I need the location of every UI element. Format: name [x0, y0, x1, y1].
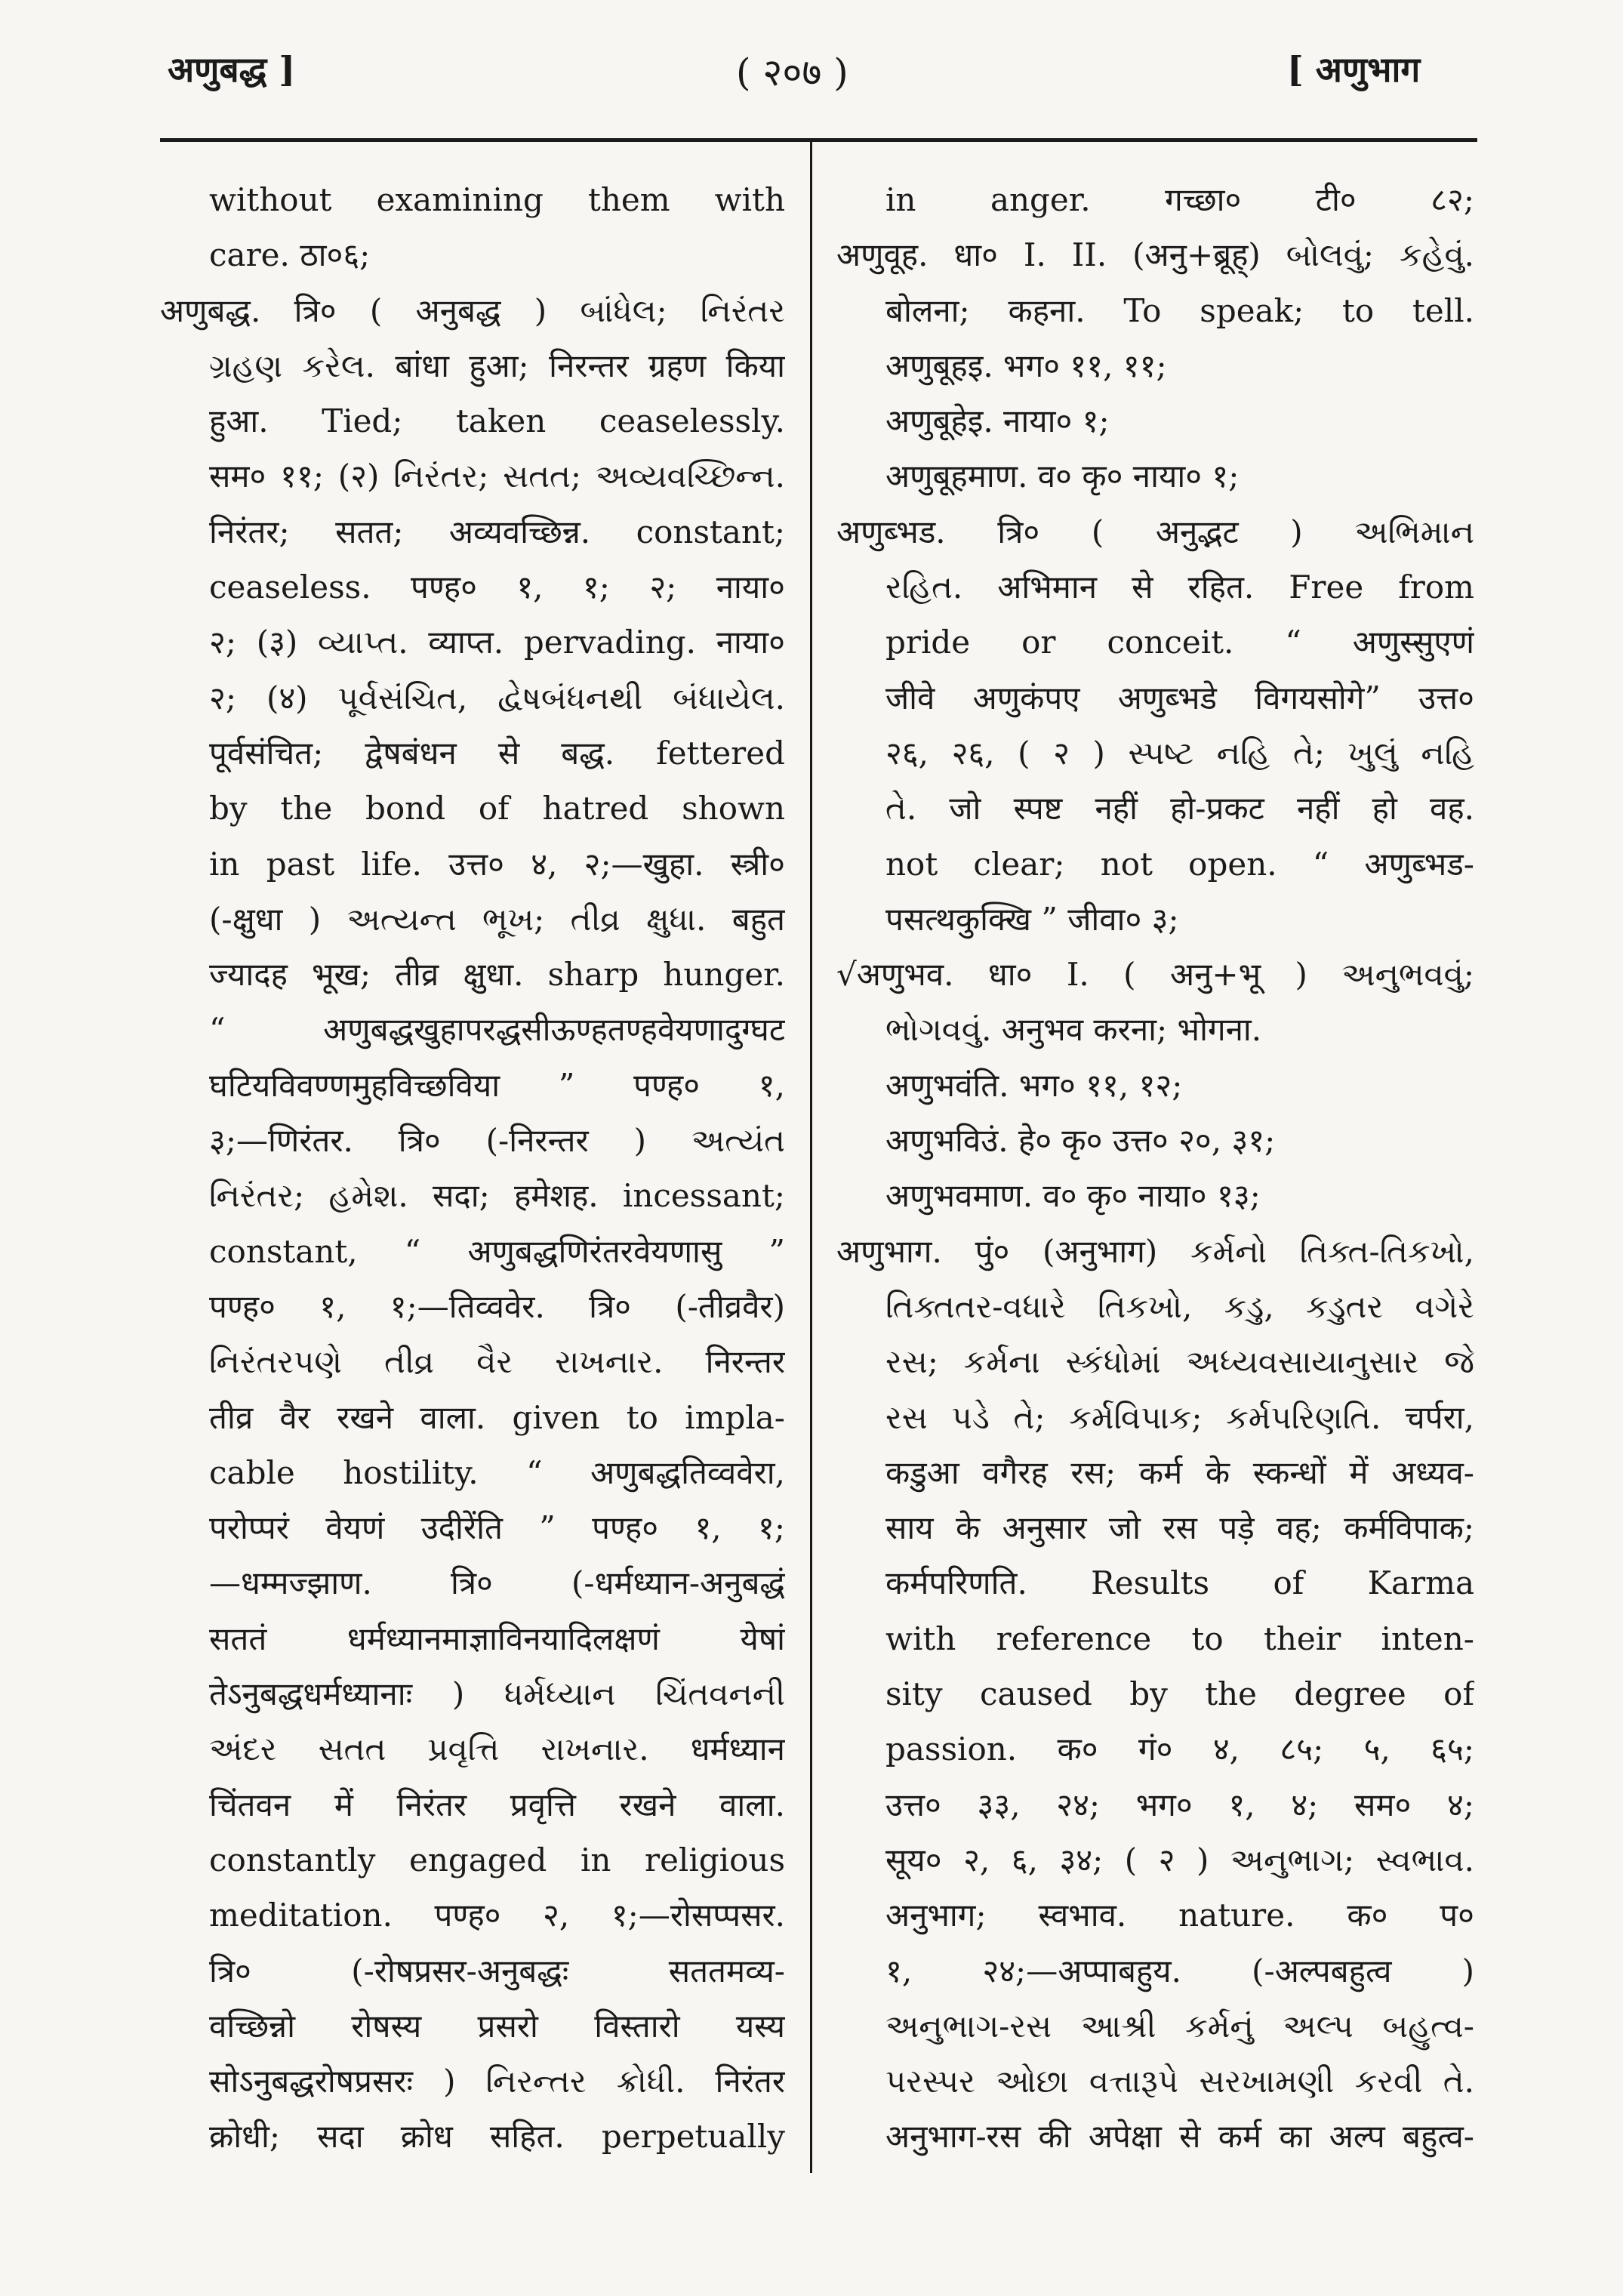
entry-text-line: passion. क० गं० ४, ८५; ५, ६५;: [885, 1730, 1474, 1768]
entry-text-line: in anger. गच्छा० टी० ८२;: [885, 181, 1474, 218]
entry-text-line: with reference to their inten-: [885, 1620, 1474, 1657]
entry-text-line: constant, “ अणुबद्धणिरंतरवेयणासु ”: [209, 1232, 785, 1270]
entry-headword-line: अणुबद्ध. त्रि० ( अनुबद्ध ) બાંધેલ; નિરંતર: [160, 291, 785, 329]
entry-text-line: १, २४;—अप्पाबहुय. (-अल्पबहुत्व ): [885, 1952, 1474, 1989]
entry-headword-line: अणुभाग. पुं० (अनुभाग) કર્મનો તિક્ત-તિકખો,: [836, 1232, 1474, 1270]
entry-text-line: cable hostility. “ अणुबद्धतिव्ववेरा,: [209, 1453, 785, 1491]
entry-text-line: અંદર સતત પ્રવૃત્તિ રાખનાર. धर्मध्यान: [209, 1730, 785, 1768]
entry-text-line: अनुभाग; स्वभाव. nature. क० प०: [885, 1897, 1474, 1934]
left-column: [160, 172, 785, 2165]
entry-text-line: २६, २६, ( २ ) સ્પષ્ટ નહિ તે; ખુલું નહિ: [885, 734, 1474, 772]
entry-text-line: તે. जो स्पष्ट नहीं हो-प्रकट नहीं हो वह.: [885, 790, 1474, 827]
entry-text-line: साय के अनुसार जो रस पड़े वह; कर्मविपाक;: [885, 1509, 1474, 1547]
entry-text-line: अणुभविउं. हे० कृ० उत्त० २०, ३१;: [885, 1122, 1276, 1160]
header-left-guide-word: अणुबद्ध ]: [168, 49, 296, 90]
column-divider: [810, 138, 812, 2173]
entry-text-line: अणुबूहइ. भग० ११, ११;: [885, 347, 1167, 384]
entry-text-line: constantly engaged in religious: [209, 1841, 785, 1878]
entry-text-line: રસ પડે તે; કર્મવિપાક; કર્મપરિણતિ. चर्परा,: [885, 1398, 1474, 1436]
entry-text-line: by the bond of hatred shown: [209, 790, 785, 827]
entry-headword-line: √अणुभव. धा० I. ( अनु+भू ) અનુભવવું;: [836, 956, 1474, 994]
header-rule: [160, 138, 1477, 142]
entry-text-line: सूय० २, ६, ३४; ( २ ) અનુભાગ; સ્વભાવ.: [885, 1841, 1474, 1878]
entry-text-line: अणुभवंति. भग० ११, १२;: [885, 1066, 1183, 1104]
entry-text-line: અનુભાગ-રસ આશ્રી કર્મનું અલ્પ બહુત્વ-: [885, 2007, 1474, 2045]
entry-text-line: पसत्थकुक्खि ” जीवा० ३;: [885, 900, 1179, 938]
entry-text-line: उत्त० ३३, २४; भग० १, ४; सम० ४;: [885, 1786, 1474, 1823]
entry-text-line: without examining them with: [209, 181, 785, 218]
header-right-guide-word: [ अणुभाग: [1287, 49, 1421, 90]
entry-text-line: २; (३) વ્યાપ્ત. व्याप्त. pervading. नाया०: [209, 624, 785, 661]
entry-text-line: तेऽनुबद्धधर्मध्यानाः ) ધર્મધ્યાન ચિંતવનની: [209, 1675, 785, 1713]
entry-text-line: निरंतर; सतत; अव्यवच्छिन्न. constant;: [209, 513, 785, 550]
entry-text-line: તિક્તતર-વધારે તિકખો, કડુ, કડુતર વગેરે: [885, 1287, 1474, 1325]
entry-text-line: પરસ્પર ઓછા વત્તારૂપે સરખામણી કરવી તે.: [885, 2063, 1474, 2100]
entry-text-line: अणुबूहेइ. नाया० १;: [885, 402, 1110, 440]
entry-text-line: अनुभाग-रस की अपेक्षा से कर्म का अल्प बहुत्व-: [885, 2118, 1474, 2156]
entry-text-line: बोलना; कहना. To speak; to tell.: [885, 291, 1474, 329]
entry-text-line: નિરંતર; હમેશ. सदा; हमेशह. incessant;: [209, 1177, 785, 1215]
entry-text-line: अणुभवमाण. व० कृ० नाया० १३;: [885, 1177, 1261, 1215]
entry-text-line: तीव्र वैर रखने वाला. given to impla-: [209, 1398, 785, 1436]
entry-text-line: २; (४) પૂર્વસંચિત, દ્વેષબંધનથી બંધાયેલ.: [209, 679, 785, 717]
entry-text-line: ceaseless. पण्ह० १, १; २; नाया०: [209, 569, 785, 606]
entry-text-line: पूर्वसंचित; द्वेषबंधन से बद्ध. fettered: [209, 734, 785, 772]
entry-text-line: sity caused by the degree of: [885, 1675, 1474, 1713]
entry-text-line: वच्छिन्नो रोषस्य प्रसरो विस्तारो यस्य: [209, 2007, 785, 2045]
entry-text-line: कर्मपरिणति. Results of Karma: [885, 1564, 1474, 1602]
entry-text-line: ગ્રહણ કરેલ. बांधा हुआ; निरन्तर ग्रहण किया: [209, 347, 785, 384]
entry-text-line: meditation. पण्ह० २, १;—रोसप्पसर.: [209, 1897, 785, 1934]
entry-text-line: ३;—णिरंतर. त्रि० (-निरन्तर ) અત્યંત: [209, 1122, 785, 1160]
entry-text-line: રસ; કર્મના સ્કંધોમાં અધ્યવસાયાનુસાર જે: [885, 1343, 1474, 1381]
entry-text-line: નિરંતરપણે તીવ્ર વૈર રાખનાર. निरन्तर: [209, 1343, 785, 1381]
entry-text-line: हुआ. Tied; taken ceaselessly.: [209, 402, 785, 440]
page-header: [0, 45, 1623, 106]
entry-headword-line: अणुवूह. धा० I. II. (अनु+ब्रूह्) બોલવું; કહેવું.: [836, 236, 1474, 274]
entry-text-line: त्रि० (-रोषप्रसर-अनुबद्धः सततमव्य-: [209, 1952, 785, 1989]
entry-text-line: सोऽनुबद्धरोषप्रसरः ) નિરન્તર ક્રોધી. निरंतर: [209, 2063, 785, 2100]
entry-text-line: चिंतवन में निरंतर प्रवृत्ति रखने वाला.: [209, 1786, 785, 1823]
entry-text-line: सम० ११; (२) નિરંતર; સતત; અવ્યવચ્છિન્ન.: [209, 458, 785, 495]
entry-text-line: in past life. उत्त० ४, २;—खुहा. स्त्री०: [209, 845, 785, 883]
entry-text-line: परोप्परं वेयणं उदीरेंति ” पण्ह० १, १;: [209, 1509, 785, 1547]
entry-text-line: पण्ह० १, १;—तिव्ववेर. त्रि० (-तीव्रवैर): [209, 1287, 785, 1325]
entry-text-line: कडुआ वगैरह रस; कर्म के स्कन्धों में अध्यव-: [885, 1453, 1474, 1491]
entry-text-line: pride or conceit. “ अणुस्सुएणं: [885, 624, 1474, 661]
entry-text-line: ભોગવવું. अनुभव करना; भोगना.: [885, 1011, 1262, 1049]
entry-headword-line: अणुब्भड. त्रि० ( अनुद्भट ) અભિમાન: [836, 513, 1474, 550]
page-number: ( २०७ ): [736, 51, 848, 94]
right-column: [836, 172, 1474, 2165]
entry-text-line: —धम्मज्झाण. त्रि० (-धर्मध्यान-अनुबद्धं: [209, 1564, 785, 1602]
entry-text-line: जीवे अणुकंपए अणुब्भडे विगयसोगे” उत्त०: [885, 679, 1474, 717]
entry-text-line: રહિત. अभिमान से रहित. Free from: [885, 569, 1474, 606]
entry-text-line: घटियविवण्णमुहविच्छविया ” पण्ह० १,: [209, 1066, 785, 1104]
entry-text-line: “ अणुबद्धखुहापरद्धसीऊण्हतण्हवेयणादुग्घट: [209, 1011, 785, 1049]
entry-text-line: ज्यादह भूख; तीव्र क्षुधा. sharp hunger.: [209, 956, 785, 994]
entry-text-line: क्रोधी; सदा क्रोध सहित. perpetually: [209, 2118, 785, 2156]
entry-text-line: care. ठा०६;: [209, 236, 371, 274]
entry-text-line: not clear; not open. “ अणुब्भड-: [885, 845, 1474, 883]
entry-text-line: अणुबूहमाण. व० कृ० नाया० १;: [885, 458, 1240, 495]
entry-text-line: (-क्षुधा ) અત્યન્ત ભૂખ; તીવ્ર ક્ષુધા. बहुत: [209, 900, 785, 938]
entry-text-line: सततं धर्मध्यानमाज्ञाविनयादिलक्षणं येषां: [209, 1620, 785, 1657]
